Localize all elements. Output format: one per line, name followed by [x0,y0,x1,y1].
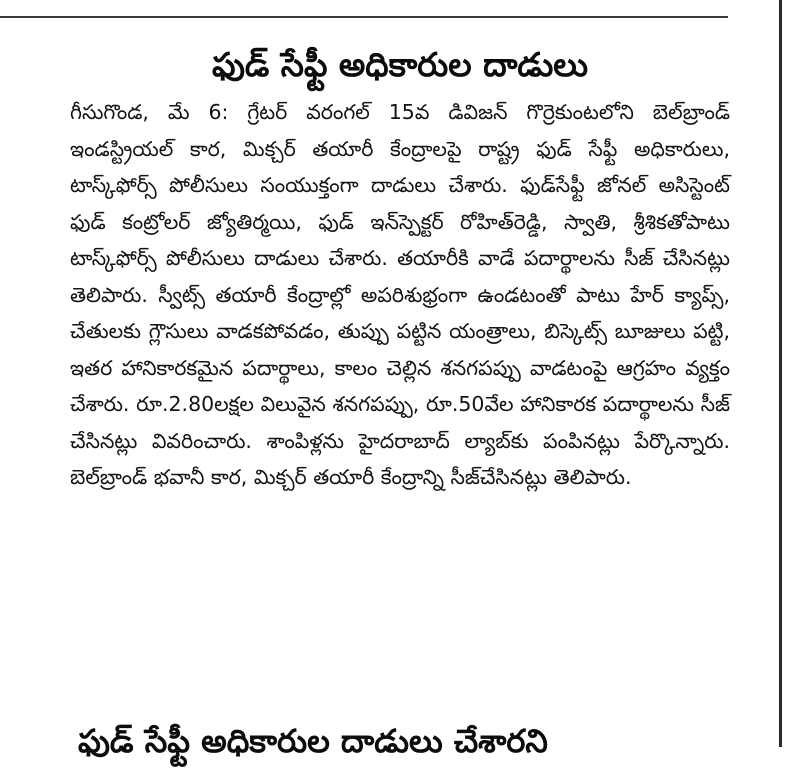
article-dateline: గీసుగొండ, మే 6: [70,100,229,124]
article-body-text: గ్రేటర్‌ వరంగల్‌ 15వ డివిజన్‌ గొర్రెకుంటలోని బెల్‌బ్రాండ్‌ ఇండస్ట్రియల్‌ కార, మిక్చర్‌ తయారీ కేంద్రాలపై రాష్ట్ర ఫుడ్‌ సేఫ్టీ అధికారులు, టాస్క్‌ఫోర్స్‌ పోలీసులు సంయుక్తంగా దాడులు చేశారు. ఫుడ్‌సేఫ్టీ జోనల్‌ అసిస్టెంట్‌ ఫుడ్‌ కంట్రోలర్‌ జ్యోతిర్మయి, ఫుడ్‌ ఇన్‌స్పెక్టర్‌ రోహిత్‌రెడ్డి, స్వాతి, శ్రీశికతోపాటు టాస్క్‌ఫోర్స్‌ పోలీసులు దాడులు చేశారు. తయారీకి వాడే పదార్థాలను సీజ్‌ చేసినట్లు తెలిపారు. స్వీట్స్‌ తయారీ కేంద్రాల్లో అపరిశుభ్రంగా ఉండటంతో పాటు హేర్‌ క్యాప్స్‌, చేతులకు గ్లౌసులు వాడకపోవడం, తుప్పు పట్టిన యంత్రాలు, బిస్కెట్స్‌ బూజులు పట్టి, ఇతర హానికారకమైన పదార్థాలు, కాలం చెల్లిన శనగపప్పు వాడటంపై ఆగ్రహం వ్యక్తం చేశారు. రూ.2.80లక్షల విలువైన శనగపప్పు, రూ.50వేల హానికారక పదార్థాలను సీజ్‌ చేసినట్లు వివరించారు. శాంపిళ్లను హైదరాబాద్‌ ల్యాబ్‌కు పంపినట్లు పేర్కొన్నారు. బెల్‌బ్రాండ్‌ భవానీ కార, మిక్చర్‌ తయారీ కేంద్రాన్ని సీజ్‌చేసినట్లు తెలిపారు. [70,100,731,489]
article-body [70,94,730,496]
right-column-rule [779,0,782,747]
news-article [70,36,730,496]
article-headline: ఫుడ్‌ సేఫ్టీ అధికారుల దాడులు [211,45,589,84]
next-article-headline-cropped: ఫుడ్‌ సేఫ్టీ అధికారుల దాడులు చేశారని [78,722,548,760]
top-column-rule [0,16,728,18]
